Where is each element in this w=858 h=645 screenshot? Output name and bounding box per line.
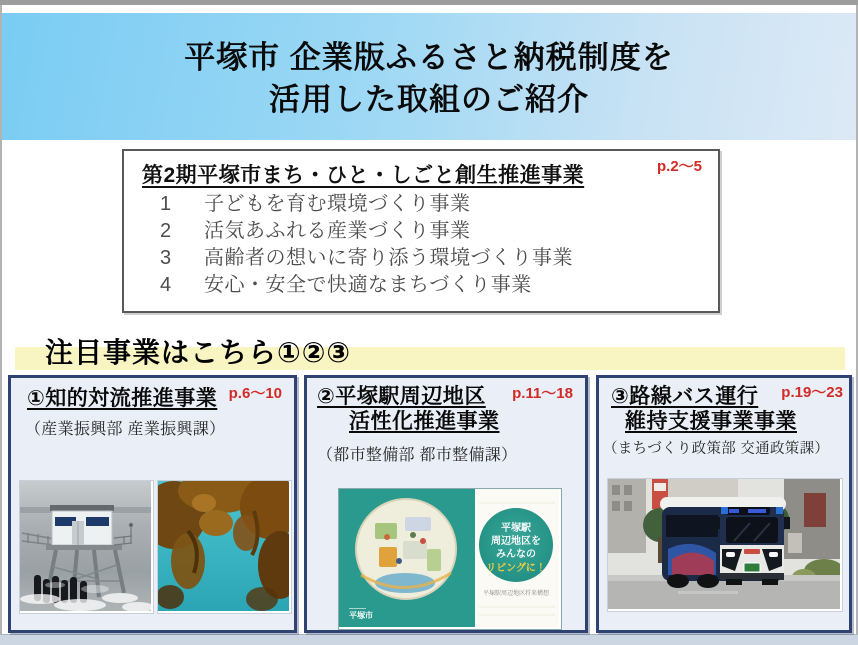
overview-page-ref: p.2～5: [656, 158, 702, 175]
project-1-title: ①知的対流推進事業: [27, 387, 218, 410]
project-3-page-ref: p.19～23: [781, 384, 843, 401]
list-item-number: 1: [160, 193, 172, 215]
highlight-text: 注目事業はこちら①②③: [45, 337, 352, 368]
road-marking: [678, 591, 738, 594]
poster-map-illustration: [356, 499, 456, 599]
poster-slogan-line3: みんなの: [496, 549, 536, 560]
list-item-label: 安心・安全で快適なまちづくり事業: [204, 274, 532, 296]
list-item: [160, 218, 573, 245]
list-item-number: 3: [160, 247, 172, 269]
list-item-label: 活気あふれる産業づくり事業: [204, 220, 471, 242]
station-area-poster-illustration: [339, 489, 559, 627]
window-bottom-edge: [0, 634, 858, 645]
page-title-line2: 活用した取組のご紹介: [269, 82, 589, 117]
list-item-number: 2: [160, 220, 172, 242]
overview-list: [160, 191, 573, 299]
poster-slogan-line2: 周辺地区を: [491, 536, 541, 547]
bus: [660, 497, 790, 588]
project-2-department: （都市整備部 都市整備課）: [317, 447, 518, 464]
project-card-3: [596, 375, 852, 633]
header-band: [2, 13, 856, 140]
project-2-title-line2: 活性化推進事業: [349, 410, 500, 433]
overview-heading: 第2期平塚市まち・ひと・しごと創生推進事業: [142, 164, 585, 187]
poster-caption: 平塚駅周辺地区将来構想: [482, 591, 550, 597]
route-bus-illustration: [608, 479, 840, 609]
list-item-number: 4: [160, 274, 172, 296]
page-title-line1: 平塚市 企業版ふるさと納税制度を: [184, 40, 674, 75]
seaweed-illustration: [158, 481, 289, 611]
seaweed-underwater-photo: [157, 480, 292, 614]
window-top-edge: [0, 0, 858, 5]
project-1-department: （産業振興部 産業振興課）: [25, 421, 226, 438]
list-item-label: 子どもを育む環境づくり事業: [204, 193, 471, 215]
page-title: [2, 37, 856, 121]
project-3-department: （まちづくり政策部 交通政策課）: [603, 441, 830, 457]
list-item: [160, 191, 573, 218]
poster-footer-city: 平塚市: [349, 611, 373, 620]
list-item-label: 高齢者の想いに寄り添う環境づくり事業: [204, 247, 573, 269]
station-area-poster: [338, 488, 562, 630]
poster-footer-small: ━━━━━━━: [349, 606, 366, 611]
offshore-platform-illustration: [20, 481, 151, 611]
project-2-page-ref: p.11～18: [512, 385, 573, 402]
project-3-title-line1: ③路線バス運行: [611, 385, 759, 408]
project-1-page-ref: p.6～10: [228, 385, 282, 402]
list-item: [160, 245, 573, 272]
project-card-1: [8, 375, 297, 633]
project-2-title-line1: ②平塚駅周辺地区: [317, 385, 486, 408]
offshore-research-platform-photo: [19, 480, 154, 614]
project-card-2: [304, 375, 588, 633]
poster-slogan-line4: リビングに！: [486, 563, 546, 574]
list-item: [160, 272, 573, 299]
overview-box: [122, 149, 720, 313]
poster-slogan-line1: 平塚駅: [501, 523, 531, 534]
project-3-title-line2: 維持支援事業事業: [625, 410, 797, 433]
route-bus-photo: [607, 478, 843, 612]
hut: [50, 505, 114, 545]
